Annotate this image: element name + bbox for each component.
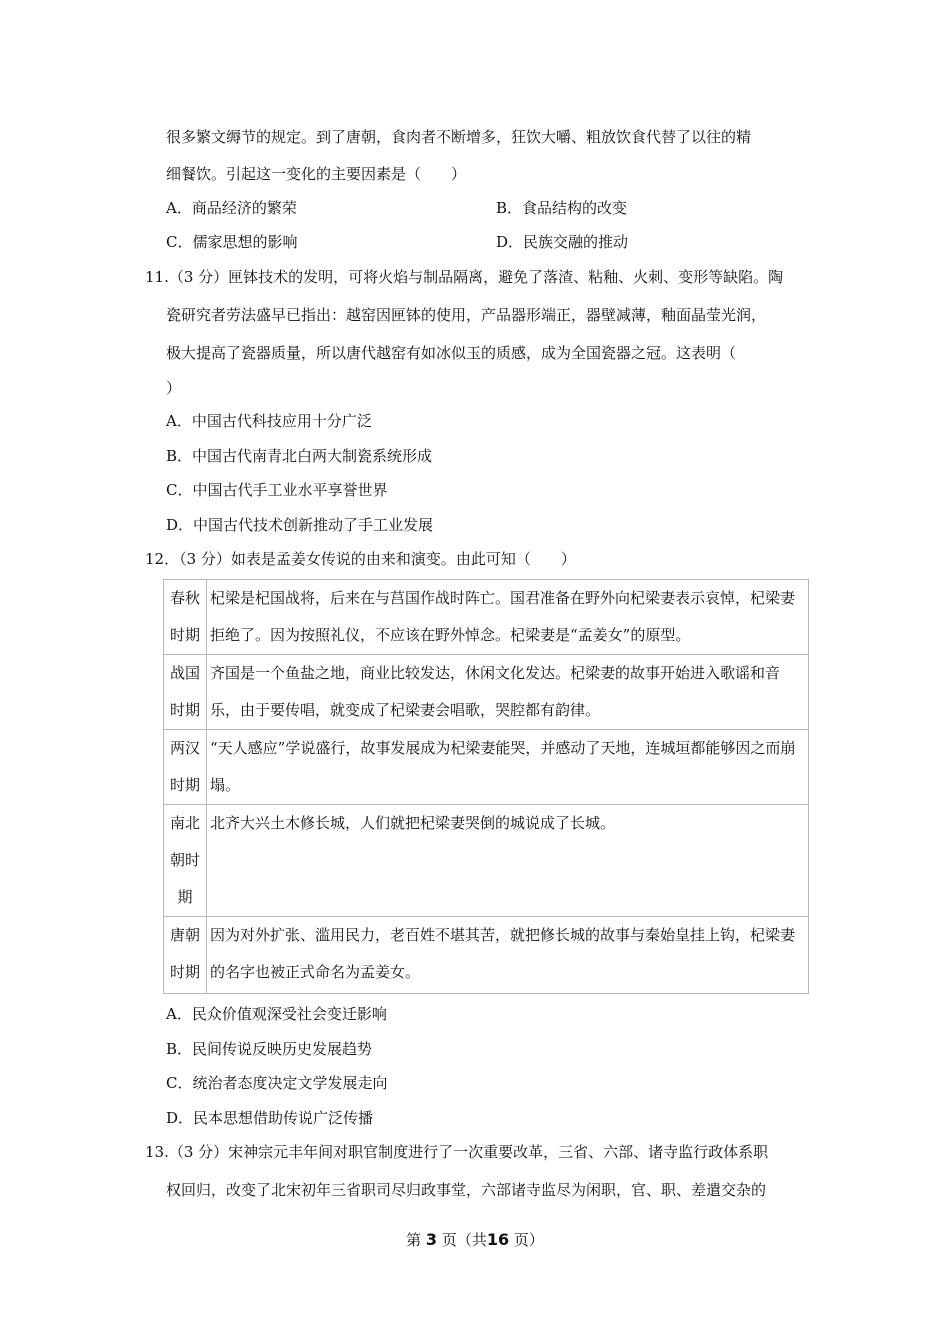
q13-stem-line-1: 13.（3 分）宋神宗元丰年间对职官制度进行了一次重要改革，三省、六部、诸寺监行政体系职 [145, 1143, 769, 1161]
q12-stem: 12．（3 分）如表是孟姜女传说的由来和演变。由此可知（ ） [145, 550, 576, 568]
table-row [164, 580, 809, 655]
total-pages: 16 [486, 1230, 510, 1249]
description-cell: “天人感应”学说盛行，故事发展成为杞梁妻能哭，并感动了天地，连城垣都能够因之而崩塌。 [207, 730, 809, 805]
q11-option-c[interactable]: C．中国古代手工业水平享誉世界 [166, 481, 388, 499]
legend-evolution-table [163, 579, 809, 994]
q11-option-d[interactable]: D．中国古代技术创新推动了手工业发展 [166, 516, 434, 534]
q12-option-d[interactable]: D．民本思想借助传说广泛传播 [166, 1109, 374, 1127]
q10-option-b[interactable]: B．食品结构的改变 [496, 199, 628, 217]
q11-stem-line-1: 11.（3 分）匣钵技术的发明，可将火焰与制品隔离，避免了落渣、粘釉、火刺、变形等缺陷。陶 [145, 268, 784, 286]
description-cell: 杞梁是杞国战将，后来在与莒国作战时阵亡。国君准备在野外向杞梁妻表示哀悼，杞梁妻拒绝了。因为按照礼仪，不应该在野外悼念。杞梁妻是“孟姜女”的原型。 [207, 580, 809, 655]
table-row [164, 730, 809, 805]
page-number: 3 [425, 1230, 438, 1249]
period-cell: 春秋时期 [164, 580, 207, 655]
q13-stem-line-2: 权回归，改变了北宋初年三省职司尽归政事堂，六部诸寺监尽为闲职，官、职、差遣交杂的 [166, 1181, 767, 1199]
q10-stem-line-2: 细餐饮。引起这一变化的主要因素是（ ） [166, 165, 467, 183]
q12-option-c[interactable]: C．统治者态度决定文学发展走向 [166, 1074, 388, 1092]
q12-option-b[interactable]: B．民间传说反映历史发展趋势 [166, 1040, 373, 1058]
table-row [164, 655, 809, 730]
description-cell: 因为对外扩张、滥用民力，老百姓不堪其苦，就把修长城的故事与秦始皇挂上钩，杞梁妻的名字也被正式命名为孟姜女。 [207, 917, 809, 994]
description-cell: 齐国是一个鱼盐之地，商业比较发达，休闲文化发达。杞梁妻的故事开始进入歌谣和音乐，由于要传唱，就变成了杞梁妻会唱歌，哭腔都有韵律。 [207, 655, 809, 730]
period-cell: 战国时期 [164, 655, 207, 730]
q10-option-a[interactable]: A．商品经济的繁荣 [166, 199, 297, 217]
period-cell: 南北朝时期 [164, 805, 207, 917]
footer-middle: 页（共 [441, 1231, 487, 1249]
period-cell: 两汉时期 [164, 730, 207, 805]
q12-option-a[interactable]: A．民众价值观深受社会变迁影响 [166, 1005, 387, 1023]
table-row [164, 917, 809, 994]
description-cell: 北齐大兴土木修长城，人们就把杞梁妻哭倒的城说成了长城。 [207, 805, 809, 917]
q11-stem-line-4: ） [166, 379, 182, 397]
page-footer [0, 1230, 950, 1250]
q10-option-d[interactable]: D．民族交融的推动 [496, 233, 629, 251]
q11-stem-line-2: 瓷研究者劳法盛早已指出：越窑因匣钵的使用，产品器形端正，器壁减薄，釉面晶莹光润， [166, 306, 767, 324]
footer-prefix: 第 [406, 1231, 422, 1249]
q11-option-b[interactable]: B．中国古代南青北白两大制瓷系统形成 [166, 447, 433, 465]
footer-suffix: 页） [513, 1231, 544, 1249]
q11-option-a[interactable]: A．中国古代科技应用十分广泛 [166, 412, 372, 430]
q10-option-c[interactable]: C．儒家思想的影响 [166, 233, 298, 251]
table-row [164, 805, 809, 917]
q10-stem-line-1: 很多繁文缛节的规定。到了唐朝，食肉者不断增多，狂饮大嚼、粗放饮食代替了以往的精 [166, 128, 752, 146]
q11-stem-line-3: 极大提高了瓷器质量，所以唐代越窑有如冰似玉的质感，成为全国瓷器之冠。这表明（ [166, 344, 737, 362]
period-cell: 唐朝时期 [164, 917, 207, 994]
